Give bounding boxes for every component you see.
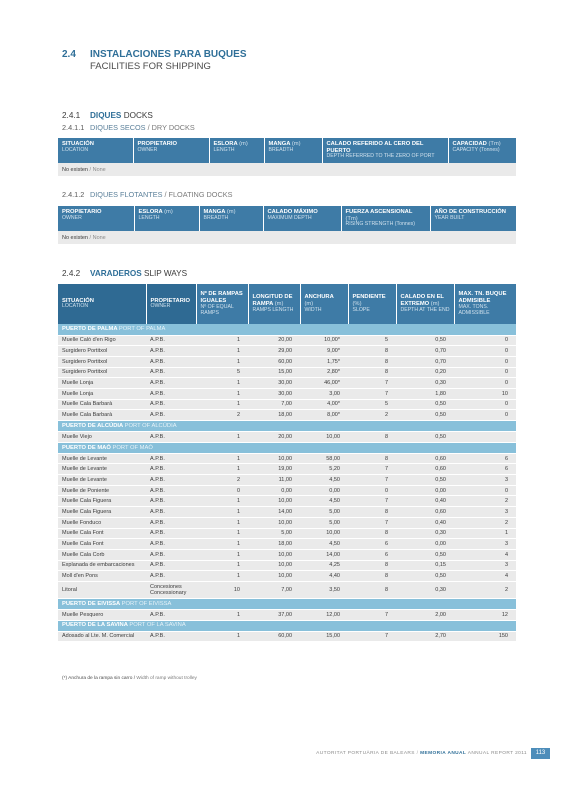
value-cell: 11,00 — [248, 475, 300, 486]
location-cell: Muelle Cala Barbarà — [58, 410, 146, 421]
value-cell: 0,50 — [396, 571, 454, 582]
value-cell: 0 — [454, 485, 516, 496]
location-cell: Muelle Cala Figuera — [58, 496, 146, 507]
value-cell: 1 — [196, 388, 248, 399]
value-cell: 5,00 — [248, 528, 300, 539]
value-cell: 20,00 — [248, 432, 300, 443]
value-cell: 8 — [348, 581, 396, 598]
column-header: CALADO REFERIDO AL CERO DEL PUERTO DEPTH REFERRED TO THE ZERO OF PORT — [322, 138, 448, 163]
value-cell: 5 — [348, 399, 396, 410]
location-cell: Surgidero Portitxol — [58, 346, 146, 357]
column-header: PROPIETARIO OWNER — [133, 138, 209, 163]
value-cell: 5,00 — [300, 507, 348, 518]
section-title — [62, 49, 247, 72]
owner-cell: A.P.B. — [146, 356, 196, 367]
subsection-title-es: DIQUES FLOTANTES — [90, 190, 163, 199]
value-cell: 0,00 — [396, 485, 454, 496]
column-header: MANGA (m) BREADTH — [199, 206, 263, 231]
value-cell: 18,00 — [248, 410, 300, 421]
value-cell: 15,00 — [300, 631, 348, 642]
floating-docks-table — [58, 206, 516, 245]
value-cell: 0,60 — [396, 507, 454, 518]
owner-cell: A.P.B. — [146, 464, 196, 475]
location-cell: Muelle de Levante — [58, 453, 146, 464]
value-cell: 6 — [348, 549, 396, 560]
subsection-floating-docks: 2.4.1.2 DIQUES FLOTANTES / FLOATING DOCKS — [62, 190, 233, 199]
owner-cell: A.P.B. — [146, 517, 196, 528]
location-cell: Muelle Cala Font — [58, 539, 146, 550]
owner-cell: A.P.B. — [146, 346, 196, 357]
value-cell: 0,40 — [396, 496, 454, 507]
owner-cell: A.P.B. — [146, 571, 196, 582]
value-cell: 12 — [454, 609, 516, 620]
value-cell: 37,00 — [248, 609, 300, 620]
table-row — [58, 507, 516, 518]
owner-cell: A.P.B. — [146, 609, 196, 620]
value-cell: 1 — [196, 528, 248, 539]
owner-cell: A.P.B. — [146, 496, 196, 507]
table-row — [58, 560, 516, 571]
value-cell: 2,80* — [300, 367, 348, 378]
value-cell: 1 — [196, 517, 248, 528]
value-cell: 5,20 — [300, 464, 348, 475]
subsection-number: 2.4.1 — [62, 111, 81, 120]
owner-cell: Concesiones Concessionary — [146, 581, 196, 598]
value-cell: 8 — [348, 560, 396, 571]
page-footer: AUTORITAT PORTUÀRIA DE BALEARS / MEMORIA ANUAL ANNUAL REPORT 2011 — [316, 751, 527, 756]
table-row — [58, 356, 516, 367]
table-row — [58, 485, 516, 496]
value-cell: 0,30 — [396, 581, 454, 598]
subsection-number: 2.4.2 — [62, 269, 81, 278]
value-cell: 29,00 — [248, 346, 300, 357]
value-cell: 8 — [348, 356, 396, 367]
value-cell: 1 — [196, 346, 248, 357]
value-cell: 0,70 — [396, 356, 454, 367]
value-cell: 1 — [196, 378, 248, 389]
value-cell: 1 — [196, 507, 248, 518]
value-cell: 0,50 — [396, 432, 454, 443]
owner-cell: A.P.B. — [146, 528, 196, 539]
value-cell: 2,70 — [396, 631, 454, 642]
subsection-number: 2.4.1.2 — [62, 190, 85, 199]
table-row — [58, 335, 516, 346]
value-cell: 2,00 — [396, 609, 454, 620]
location-cell: Muelle Cala Figuera — [58, 507, 146, 518]
value-cell: 7 — [348, 388, 396, 399]
table-row — [58, 528, 516, 539]
value-cell: 1 — [196, 539, 248, 550]
value-cell: 7 — [348, 464, 396, 475]
owner-cell: A.P.B. — [146, 475, 196, 486]
owner-cell: A.P.B. — [146, 507, 196, 518]
table-row — [58, 549, 516, 560]
port-group-label: PUERTO DE PALMA PORT OF PALMA — [58, 324, 516, 335]
location-cell: Muelle Cala Font — [58, 528, 146, 539]
subsection-title-en: FLOATING DOCKS — [168, 190, 233, 199]
location-cell: Muelle Lonja — [58, 378, 146, 389]
value-cell: 1 — [196, 464, 248, 475]
value-cell: 7,00 — [248, 581, 300, 598]
value-cell: 0,40 — [396, 517, 454, 528]
port-group-row — [58, 442, 516, 453]
value-cell: 10,00 — [300, 432, 348, 443]
column-header: ANCHURA (m) WIDTH — [300, 284, 348, 324]
value-cell: 4,25 — [300, 560, 348, 571]
subsection-slipways — [62, 269, 187, 278]
owner-cell: A.P.B. — [146, 485, 196, 496]
port-group-label: PUERTO DE EIVISSA PORT OF EIVISSA — [58, 598, 516, 609]
value-cell: 9,00* — [300, 346, 348, 357]
value-cell: 6 — [454, 464, 516, 475]
section-number: 2.4 — [62, 49, 76, 60]
column-header: SITUACIÓN LOCATION — [58, 138, 133, 163]
subsection-dry-docks: 2.4.1.1 DIQUES SECOS / DRY DOCKS — [62, 123, 195, 132]
table-header-row — [58, 284, 516, 324]
table-row — [58, 388, 516, 399]
value-cell: 0,30 — [396, 378, 454, 389]
value-cell: 10,00 — [248, 496, 300, 507]
value-cell: 8 — [348, 432, 396, 443]
column-header: PROPIETARIO OWNER — [58, 206, 134, 231]
port-group-row — [58, 324, 516, 335]
section-title-en: FACILITIES FOR SHIPPING — [90, 61, 211, 72]
value-cell: 12,00 — [300, 609, 348, 620]
value-cell: 0 — [454, 399, 516, 410]
value-cell: 14,00 — [300, 549, 348, 560]
value-cell: 4 — [454, 549, 516, 560]
owner-cell: A.P.B. — [146, 399, 196, 410]
value-cell: 58,00 — [300, 453, 348, 464]
none-note: No existen / None — [58, 163, 516, 176]
value-cell: 10 — [454, 388, 516, 399]
owner-cell: A.P.B. — [146, 335, 196, 346]
value-cell: 0 — [454, 346, 516, 357]
table-row — [58, 464, 516, 475]
value-cell: 0 — [454, 378, 516, 389]
port-group-row — [58, 598, 516, 609]
table-row — [58, 581, 516, 598]
value-cell: 46,00* — [300, 378, 348, 389]
value-cell: 150 — [454, 631, 516, 642]
value-cell: 30,00 — [248, 388, 300, 399]
location-cell: Muelle Cala Corb — [58, 549, 146, 560]
column-header: PROPIETARIO OWNER — [146, 284, 196, 324]
location-cell: Muelle Cala Barbarà — [58, 399, 146, 410]
table-row — [58, 453, 516, 464]
subsection-title-es: VARADEROS — [90, 269, 142, 278]
value-cell: 7 — [348, 475, 396, 486]
value-cell: 0 — [454, 356, 516, 367]
value-cell: 15,00 — [248, 367, 300, 378]
value-cell: 3 — [454, 560, 516, 571]
table-row — [58, 571, 516, 582]
value-cell: 1 — [196, 432, 248, 443]
value-cell: 3,50 — [300, 581, 348, 598]
value-cell: 7 — [348, 517, 396, 528]
value-cell: 0,70 — [396, 346, 454, 357]
value-cell: 2 — [454, 581, 516, 598]
value-cell: 0 — [196, 485, 248, 496]
value-cell: 10,00 — [248, 549, 300, 560]
value-cell: 0,60 — [396, 453, 454, 464]
value-cell: 4,50 — [300, 539, 348, 550]
table-row — [58, 378, 516, 389]
column-header: Nº DE RAMPAS IGUALES Nº OF EQUAL RAMPS — [196, 284, 248, 324]
table-row — [58, 631, 516, 642]
value-cell: 0 — [454, 410, 516, 421]
table-row — [58, 367, 516, 378]
value-cell: 0,50 — [396, 475, 454, 486]
table-row — [58, 475, 516, 486]
location-cell: Muelle Caló d'en Rigo — [58, 335, 146, 346]
location-cell: Muelle Fonduco — [58, 517, 146, 528]
value-cell: 2 — [196, 410, 248, 421]
owner-cell: A.P.B. — [146, 453, 196, 464]
table-row — [58, 410, 516, 421]
location-cell: Explanada de embarcaciones — [58, 560, 146, 571]
value-cell: 18,00 — [248, 539, 300, 550]
location-cell: Moll d'en Pons — [58, 571, 146, 582]
value-cell: 8 — [348, 453, 396, 464]
value-cell: 7 — [348, 378, 396, 389]
location-cell: Muelle Pesquero — [58, 609, 146, 620]
value-cell: 10,00* — [300, 335, 348, 346]
table-row — [58, 231, 516, 244]
value-cell: 0,00 — [248, 485, 300, 496]
value-cell: 1,75* — [300, 356, 348, 367]
value-cell: 0,50 — [396, 399, 454, 410]
owner-cell: A.P.B. — [146, 631, 196, 642]
value-cell: 3 — [454, 507, 516, 518]
value-cell: 0,00 — [300, 485, 348, 496]
value-cell: 4,50 — [300, 475, 348, 486]
column-header: ESLORA (m) LENGTH — [209, 138, 264, 163]
value-cell: 1 — [196, 453, 248, 464]
value-cell: 1 — [196, 631, 248, 642]
section-title-es: INSTALACIONES PARA BUQUES — [90, 49, 247, 60]
value-cell: 0 — [454, 335, 516, 346]
owner-cell: A.P.B. — [146, 410, 196, 421]
column-header: CALADO MÁXIMO MAXIMUM DEPTH — [263, 206, 341, 231]
value-cell: 0,30 — [396, 528, 454, 539]
location-cell: Muelle de Poniente — [58, 485, 146, 496]
column-header: SITUACIÓN LOCATION — [58, 284, 146, 324]
value-cell: 0,50 — [396, 410, 454, 421]
value-cell: 1 — [196, 356, 248, 367]
value-cell: 3 — [454, 539, 516, 550]
subsection-number: 2.4.1.1 — [62, 123, 85, 132]
port-group-row — [58, 421, 516, 432]
value-cell: 7,00 — [248, 399, 300, 410]
value-cell: 0 — [348, 485, 396, 496]
table-header-row — [58, 138, 516, 163]
value-cell: 8,00* — [300, 410, 348, 421]
value-cell: 10,00 — [248, 453, 300, 464]
value-cell: 8 — [348, 571, 396, 582]
column-header: LONGITUD DE RAMPA (m) RAMPS LENGTH — [248, 284, 300, 324]
subsection-title-es: DIQUES — [90, 111, 122, 120]
location-cell: Litoral — [58, 581, 146, 598]
value-cell: 4,00* — [300, 399, 348, 410]
value-cell: 0 — [454, 367, 516, 378]
owner-cell: A.P.B. — [146, 378, 196, 389]
table-row — [58, 399, 516, 410]
owner-cell: A.P.B. — [146, 432, 196, 443]
value-cell: 2 — [348, 410, 396, 421]
value-cell: 8 — [348, 507, 396, 518]
table-header-row — [58, 206, 516, 231]
subsection-title-es: DIQUES SECOS — [90, 123, 146, 132]
value-cell: 1 — [196, 399, 248, 410]
subsection-title-en: SLIP WAYS — [144, 269, 188, 278]
value-cell: 4,40 — [300, 571, 348, 582]
value-cell: 8 — [348, 346, 396, 357]
slipways-table — [58, 284, 516, 642]
owner-cell: A.P.B. — [146, 539, 196, 550]
table-row — [58, 432, 516, 443]
value-cell: 8 — [348, 528, 396, 539]
subsection-title-en: DRY DOCKS — [151, 123, 195, 132]
value-cell: 4,50 — [300, 496, 348, 507]
value-cell: 6 — [348, 539, 396, 550]
location-cell: Muelle Lonja — [58, 388, 146, 399]
value-cell: 10,00 — [248, 560, 300, 571]
value-cell: 0,50 — [396, 335, 454, 346]
port-group-row — [58, 620, 516, 631]
table-row — [58, 496, 516, 507]
value-cell: 8 — [348, 367, 396, 378]
value-cell: 4 — [454, 571, 516, 582]
owner-cell: A.P.B. — [146, 367, 196, 378]
footer-memoria: MEMORIA ANUAL — [420, 751, 467, 756]
value-cell: 7 — [348, 496, 396, 507]
location-cell: Muelle de Levante — [58, 464, 146, 475]
value-cell: 3 — [454, 475, 516, 486]
value-cell: 7 — [348, 631, 396, 642]
value-cell: 10,00 — [300, 528, 348, 539]
footer-report: ANNUAL REPORT 2011 — [467, 751, 527, 756]
column-header: MAX. TN. BUQUE ADMISIBLE MAX. TONS. ADMISSIBLE — [454, 284, 516, 324]
value-cell: 2 — [454, 517, 516, 528]
location-cell: Muelle de Levante — [58, 475, 146, 486]
value-cell: 1 — [196, 496, 248, 507]
table-row — [58, 539, 516, 550]
value-cell: 1 — [196, 335, 248, 346]
location-cell: Surgidero Portitxol — [58, 367, 146, 378]
value-cell: 10 — [196, 581, 248, 598]
column-header: CAPACIDAD (Tm) CAPACITY (Tonnes) — [448, 138, 516, 163]
value-cell: 60,00 — [248, 631, 300, 642]
value-cell: 2 — [196, 475, 248, 486]
port-group-label: PUERTO DE MAÓ PORT OF MAÓ — [58, 442, 516, 453]
page-number: 113 — [531, 748, 550, 759]
column-header: AÑO DE CONSTRUCCIÓN YEAR BUILT — [430, 206, 516, 231]
table-row — [58, 346, 516, 357]
value-cell: 0,60 — [396, 464, 454, 475]
value-cell: 1 — [454, 528, 516, 539]
value-cell: 1 — [196, 571, 248, 582]
value-cell: 0,20 — [396, 367, 454, 378]
value-cell: 14,00 — [248, 507, 300, 518]
location-cell: Muelle Viejo — [58, 432, 146, 443]
value-cell: 1,80 — [396, 388, 454, 399]
column-header: PENDIENTE (%) SLOPE — [348, 284, 396, 324]
value-cell: 1 — [196, 549, 248, 560]
value-cell: 7 — [348, 609, 396, 620]
table-row — [58, 609, 516, 620]
value-cell: 5,00 — [300, 517, 348, 528]
none-note: No existen / None — [58, 231, 516, 244]
value-cell: 1 — [196, 609, 248, 620]
value-cell: 1 — [196, 560, 248, 571]
table-row — [58, 163, 516, 176]
value-cell: 5 — [196, 367, 248, 378]
location-cell: Surgidero Portitxol — [58, 356, 146, 367]
table-row — [58, 517, 516, 528]
value-cell: 3,00 — [300, 388, 348, 399]
column-header: CALADO EN EL EXTREMO (m) DEPTH AT THE END — [396, 284, 454, 324]
subsection-docks — [62, 111, 153, 120]
value-cell: 30,00 — [248, 378, 300, 389]
port-group-label: PUERTO DE LA SAVINA PORT OF LA SAVINA — [58, 620, 516, 631]
value-cell: 0,50 — [396, 549, 454, 560]
value-cell: 0,15 — [396, 560, 454, 571]
value-cell: 5 — [348, 335, 396, 346]
value-cell: 20,00 — [248, 335, 300, 346]
column-header: MANGA (m) BREADTH — [264, 138, 322, 163]
value-cell: 6 — [454, 453, 516, 464]
value-cell: 0,00 — [396, 539, 454, 550]
owner-cell: A.P.B. — [146, 549, 196, 560]
value-cell: 2 — [454, 496, 516, 507]
location-cell: Adosado al Lte. M. Comercial — [58, 631, 146, 642]
column-header: FUERZA ASCENSIONAL (Tm) RISING STRENGTH (Tonnes) — [341, 206, 430, 231]
owner-cell: A.P.B. — [146, 560, 196, 571]
value-cell: 10,00 — [248, 517, 300, 528]
subsection-title-en: DOCKS — [123, 111, 153, 120]
owner-cell: A.P.B. — [146, 388, 196, 399]
value-cell — [454, 432, 516, 443]
dry-docks-table — [58, 138, 516, 177]
footer-org: AUTORITAT PORTUÀRIA DE BALEARS — [316, 751, 415, 756]
footnote: (*) Anchura de la rampa sin carro / Width of ramp without trolley — [62, 676, 197, 681]
port-group-label: PUERTO DE ALCÚDIA PORT OF ALCÚDIA — [58, 421, 516, 432]
value-cell: 60,00 — [248, 356, 300, 367]
value-cell: 19,00 — [248, 464, 300, 475]
value-cell: 10,00 — [248, 571, 300, 582]
column-header: ESLORA (m) LENGTH — [134, 206, 199, 231]
